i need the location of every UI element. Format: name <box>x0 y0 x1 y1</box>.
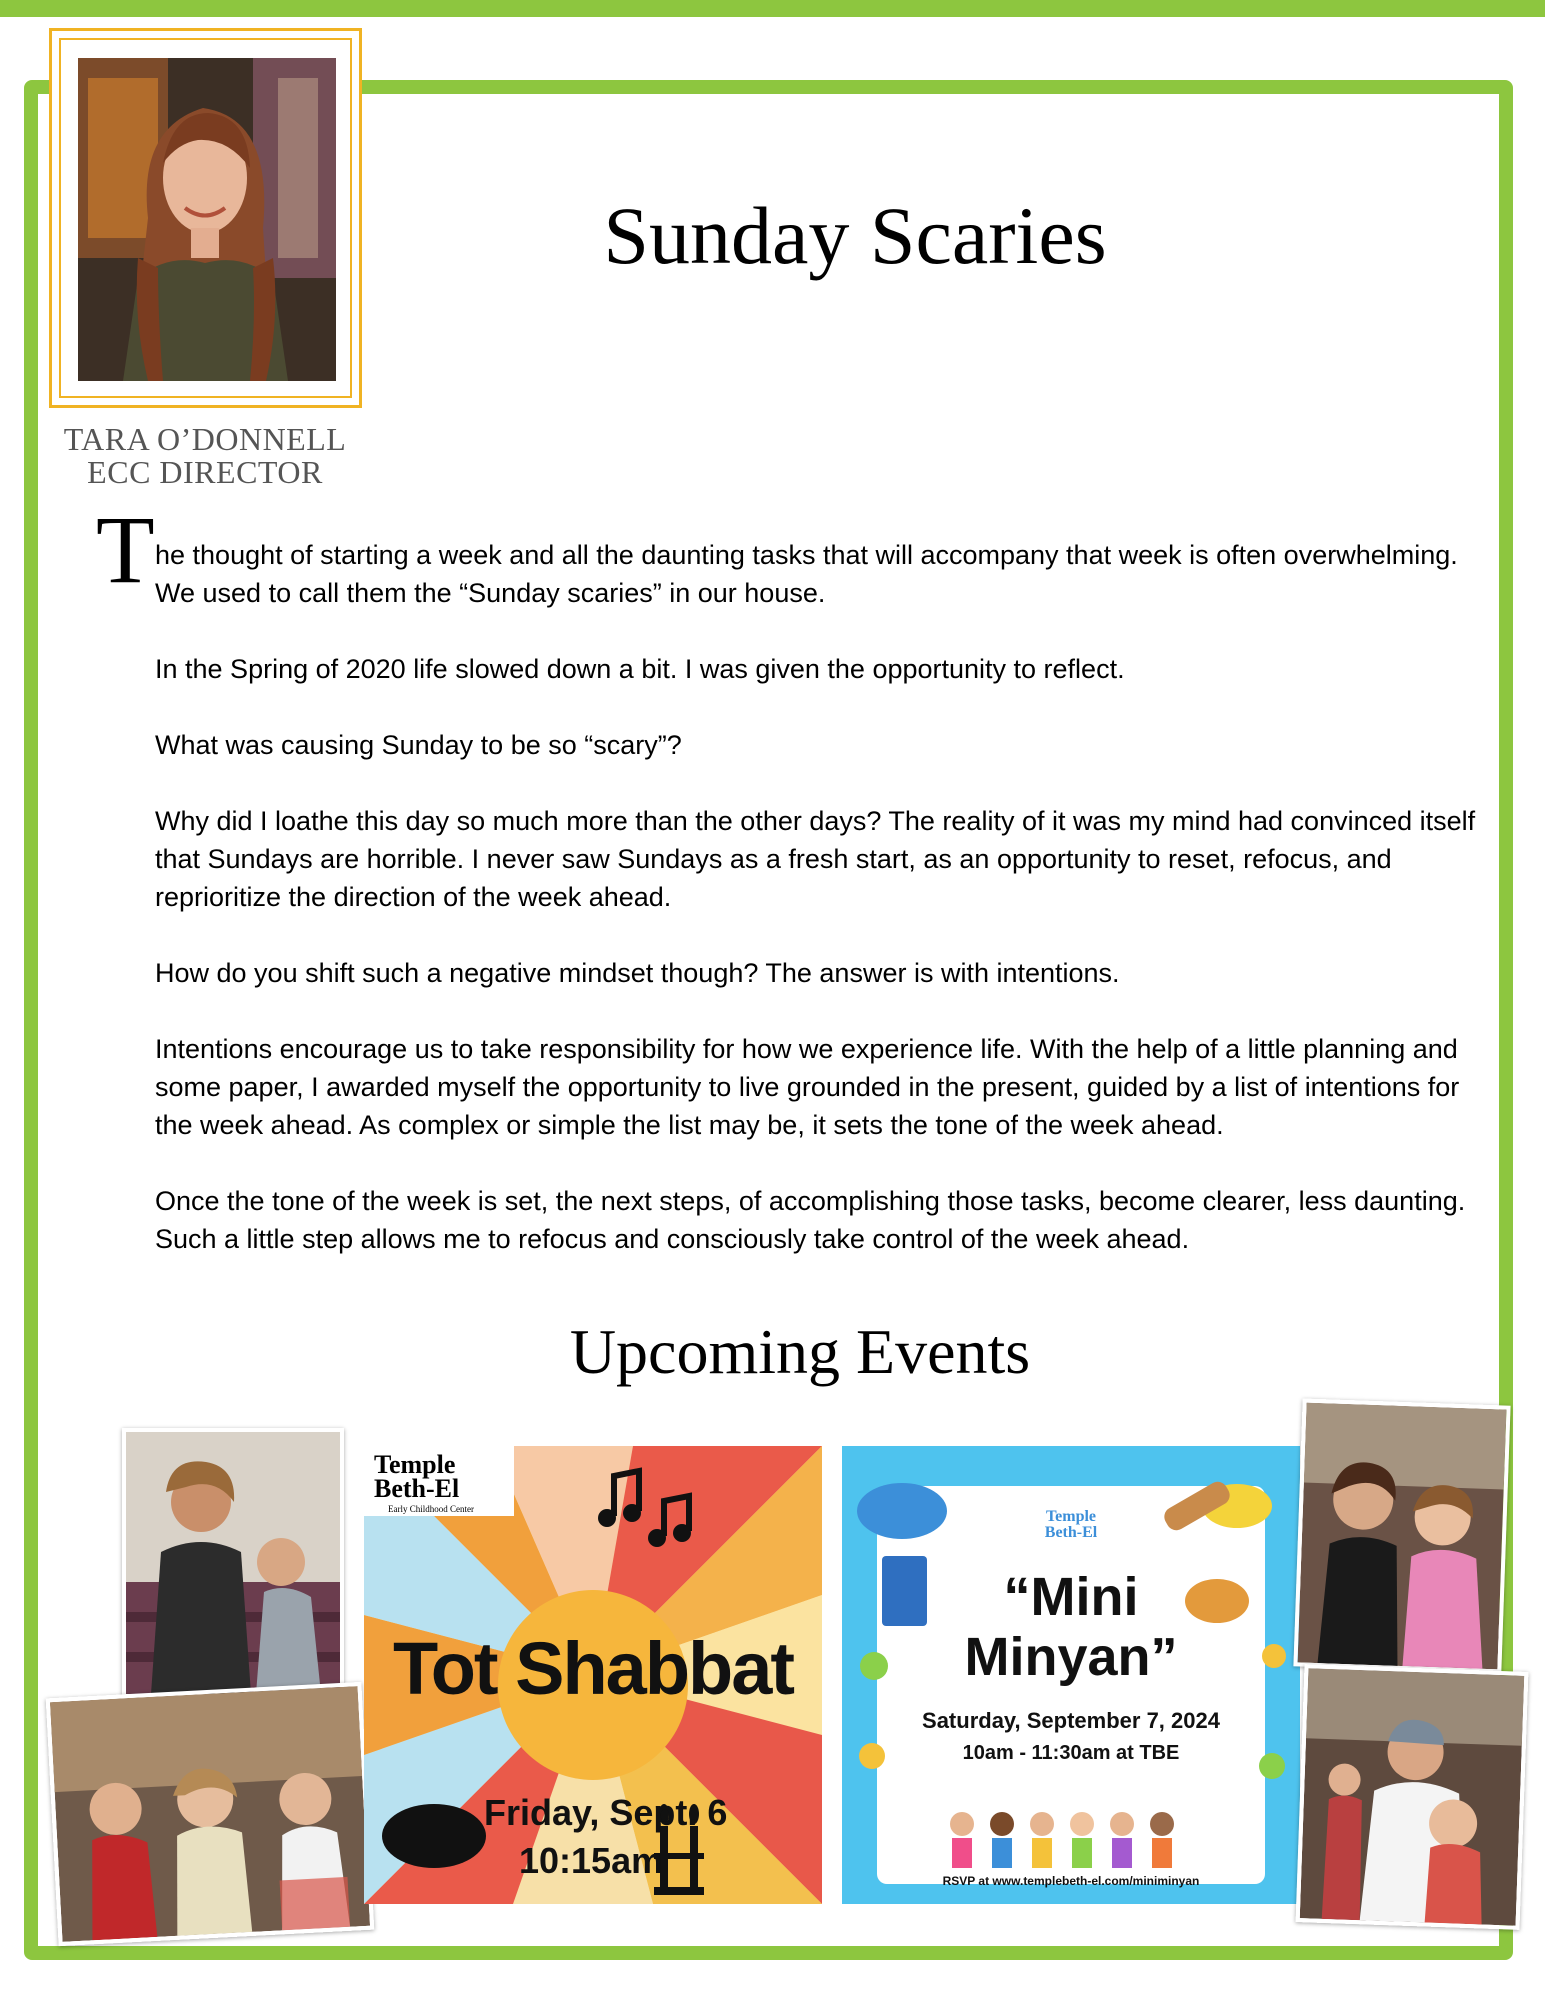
article-paragraph: In the Spring of 2020 life slowed down a bit. I was given the opportunity to reflect. <box>155 654 1125 684</box>
article-paragraph: Once the tone of the week is set, the next steps, of accomplishing those tasks, become clearer, less daunting. Such a little step allows me to refocus and consciously take control of the week ahead. <box>155 1186 1466 1254</box>
mini-minyan-flyer <box>842 1446 1300 1904</box>
article-paragraph: Why did I loathe this day so much more than the other days? The reality of it was my mind had convinced itself that Sundays are horrible. I never saw Sundays as a fresh start, as an opportunity to reset, refocus, and reprioritize the direction of the week ahead. <box>155 806 1476 912</box>
mini-minyan-time: 10am - 11:30am at TBE <box>962 1742 1180 1764</box>
mini-minyan-name-line2: Minyan” <box>964 1627 1178 1687</box>
author-role: ECC DIRECTOR <box>87 454 323 490</box>
mini-minyan-name-line1: “Mini <box>1003 1567 1139 1627</box>
tot-shabbat-logo-line1: Temple <box>374 1450 456 1479</box>
tot-shabbat-logo-sub: Early Childhood Center <box>388 1504 474 1514</box>
article-paragraph: What was causing Sunday to be so “scary”? <box>155 730 682 760</box>
mini-minyan-logo-line1: Temple <box>1045 1508 1097 1525</box>
mini-minyan-date: Saturday, September 7, 2024 <box>922 1708 1220 1733</box>
events-title: Upcoming Events <box>569 1316 1031 1387</box>
drop-cap: T <box>96 496 155 603</box>
tot-shabbat-name: Tot Shabbat <box>392 1627 794 1710</box>
tot-shabbat-date: Friday, Sept. 6 <box>484 1792 728 1833</box>
article-paragraph: Intentions encourage us to take responsibility for how we experience life. With the help of a little planning and some paper, I awarded myself the opportunity to live grounded in the present, guided by a list of intentions for the week ahead. As complex or simple the list may be, it sets the tone of the week ahead. <box>155 1034 1460 1140</box>
author-portrait <box>78 58 336 381</box>
tot-shabbat-flyer <box>364 1446 822 1904</box>
tot-shabbat-logo-line2: Beth-El <box>374 1474 460 1503</box>
event-photo-girls <box>46 1682 375 1946</box>
tot-shabbat-time: 10:15am <box>519 1840 664 1881</box>
article-paragraph: he thought of starting a week and all the daunting tasks that will accompany that week is often overwhelming. We used to call them the “Sunday scaries” in our house. <box>155 540 1458 608</box>
page-title: Sunday Scaries <box>603 190 1107 281</box>
author-name: TARA O’DONNELL <box>63 421 347 457</box>
top-accent-bar <box>0 0 1545 17</box>
event-photo-woman-girl <box>1293 1398 1510 1673</box>
event-photo-man-baby <box>1296 1664 1529 1930</box>
article-paragraph: How do you shift such a negative mindset though? The answer is with intentions. <box>155 958 1120 988</box>
mini-minyan-rsvp: RSVP at www.templebeth-el.com/miniminyan <box>942 1874 1200 1888</box>
article-body <box>155 536 1490 1296</box>
mini-minyan-logo-line2: Beth-El <box>1044 1524 1098 1541</box>
event-photo-woman-boy <box>122 1428 344 1698</box>
